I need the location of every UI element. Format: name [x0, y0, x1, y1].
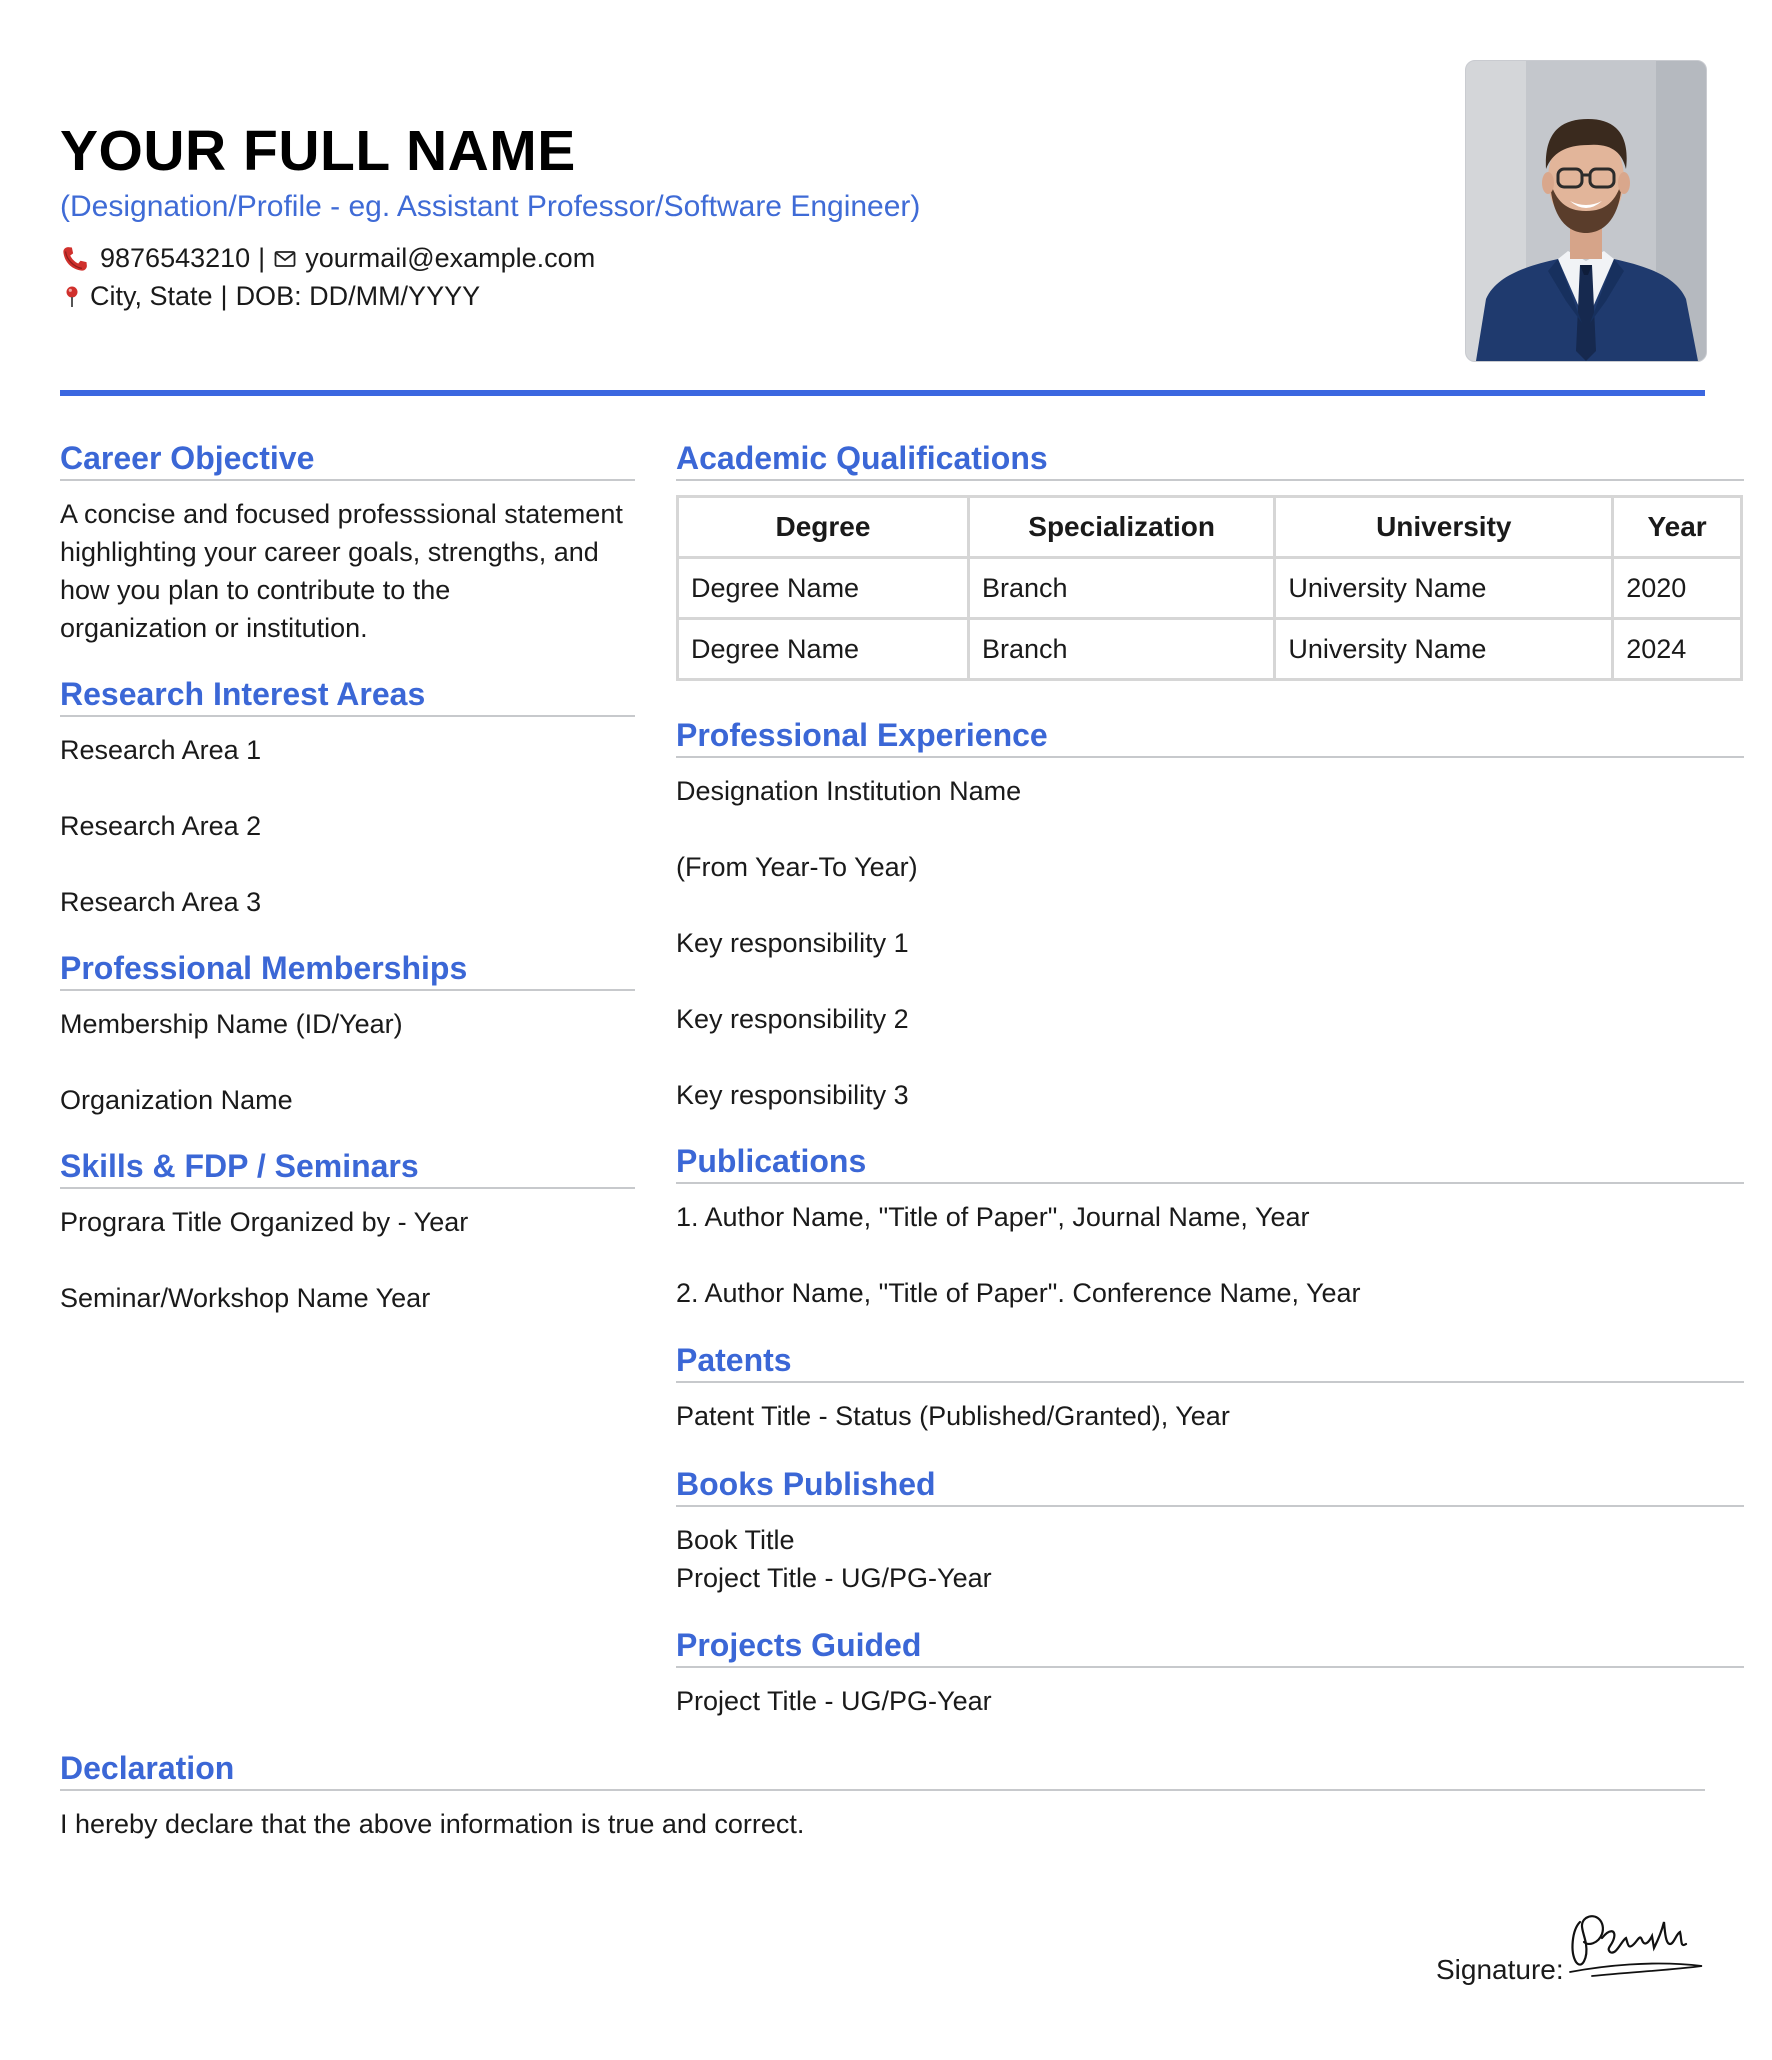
experience-heading: Professional Experience	[676, 717, 1744, 758]
publication-item: 1. Author Name, "Title of Paper", Journal Name, Year	[676, 1202, 1310, 1232]
research-item: Research Area 3	[60, 887, 262, 917]
table-cell: Branch	[968, 558, 1274, 619]
publications-heading: Publications	[676, 1143, 1744, 1184]
table-row	[678, 558, 1742, 619]
phone-icon	[60, 244, 90, 274]
project-item: Project Title - UG/PG-Year	[676, 1686, 992, 1716]
separator: |	[220, 281, 228, 311]
map-pin-icon	[60, 285, 84, 309]
membership-item: Membership Name (ID/Year)	[60, 1009, 403, 1039]
experience-item: Key responsibility 3	[676, 1080, 909, 1110]
table-cell: 2020	[1613, 558, 1742, 619]
academic-heading: Academic Qualifications	[676, 440, 1744, 481]
profile-photo	[1465, 60, 1707, 362]
skills-heading: Skills & FDP / Seminars	[60, 1148, 635, 1189]
experience-item: (From Year-To Year)	[676, 852, 918, 882]
table-cell: University Name	[1275, 558, 1613, 619]
phone-number: 9876543210	[100, 243, 251, 273]
table-cell: Degree Name	[678, 619, 969, 680]
portrait-image	[1466, 61, 1706, 361]
column-header: Degree	[678, 497, 969, 558]
academic-table	[676, 495, 1743, 681]
objective-line: A concise and focused professsional statement	[60, 499, 623, 529]
table-cell: University Name	[1275, 619, 1613, 680]
header-divider	[60, 390, 1705, 396]
column-header: Specialization	[968, 497, 1274, 558]
experience-item: Designation Institution Name	[676, 776, 1022, 806]
table-cell: Degree Name	[678, 558, 969, 619]
location: City, State	[90, 281, 213, 311]
research-item: Research Area 1	[60, 735, 262, 765]
membership-item: Organization Name	[60, 1085, 293, 1115]
signature-label: Signature:	[1436, 1954, 1564, 1985]
memberships-heading: Professional Memberships	[60, 950, 635, 991]
declaration-heading: Declaration	[60, 1750, 1705, 1791]
contact-line-2	[60, 281, 480, 312]
dob: DOB: DD/MM/YYYY	[235, 281, 481, 311]
research-item: Research Area 2	[60, 811, 262, 841]
patents-heading: Patents	[676, 1342, 1744, 1383]
objective-line: how you plan to contribute to the	[60, 575, 451, 605]
mail-icon	[273, 247, 297, 271]
publication-item: 2. Author Name, "Title of Paper". Conference Name, Year	[676, 1278, 1361, 1308]
objective-line: highlighting your career goals, strengths, and	[60, 537, 599, 567]
objective-line: organization or institution.	[60, 613, 368, 643]
column-header: University	[1275, 497, 1613, 558]
patent-item: Patent Title - Status (Published/Granted), Year	[676, 1401, 1230, 1431]
projects-heading: Projects Guided	[676, 1627, 1744, 1668]
career-objective-heading: Career Objective	[60, 440, 635, 481]
books-item: Project Title - UG/PG-Year	[676, 1563, 992, 1593]
table-row	[678, 619, 1742, 680]
experience-item: Key responsibility 2	[676, 1004, 909, 1034]
books-item: Book Title	[676, 1525, 795, 1555]
skills-item: Prograra Title Organized by - Year	[60, 1207, 469, 1237]
full-name: YOUR FULL NAME	[60, 119, 576, 183]
email-address: yourmail@example.com	[305, 243, 596, 273]
column-header: Year	[1613, 497, 1742, 558]
table-cell: 2024	[1613, 619, 1742, 680]
career-objective-text	[60, 495, 623, 647]
table-cell: Branch	[968, 619, 1274, 680]
signature-image	[1562, 1900, 1712, 1990]
experience-item: Key responsibility 1	[676, 928, 909, 958]
skills-item: Seminar/Workshop Name Year	[60, 1283, 431, 1313]
contact-line-1	[60, 243, 595, 274]
table-header-row	[678, 497, 1742, 558]
books-heading: Books Published	[676, 1466, 1744, 1507]
research-heading: Research Interest Areas	[60, 676, 635, 717]
separator: |	[258, 243, 266, 273]
declaration-text: I hereby declare that the above information is true and correct.	[60, 1809, 805, 1839]
designation: (Designation/Profile - eg. Assistant Professor/Software Engineer)	[60, 190, 921, 223]
